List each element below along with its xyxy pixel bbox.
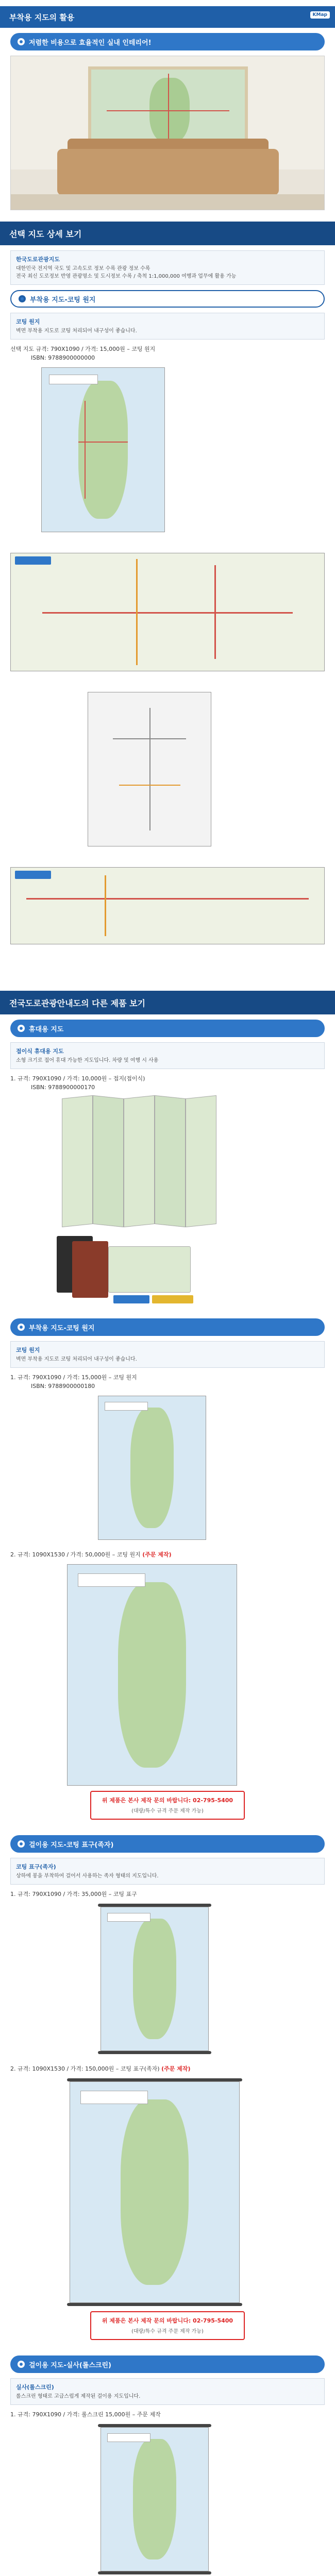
contact-subtext: (대량/특수 규격 주문 제작 가능) xyxy=(131,2329,204,2334)
bottom-rod xyxy=(98,2051,211,2054)
section-title: 선택 지도 상세 보기 xyxy=(9,229,82,239)
detail-pill xyxy=(10,290,325,308)
product-info-desc: 대한민국 전지역 국도 및 고속도로 정보 수록 관광 정보 수록 전국 최신 도로정보 반영 관광명소 및 도시정보 수록 / 축척 1:1,000,000 여행과 업무에 활용 가능 xyxy=(16,266,237,279)
fold-panel xyxy=(124,1095,155,1227)
product-info-title: 한국도로관광지도 xyxy=(16,256,60,263)
map-title-strip xyxy=(78,1573,145,1587)
rolled-spec-2 xyxy=(10,2064,325,2073)
zoom-label xyxy=(15,556,51,565)
screen-info-title: 실사(롤스크린) xyxy=(16,2384,54,2391)
rolled-spec-note-2: (주문 제작) xyxy=(161,2065,191,2072)
fold-panel xyxy=(155,1095,186,1227)
sofa xyxy=(57,149,279,195)
rolled-spec-line-1: 1. 규격: 790X1090 / 가격: 35,000원 – 코팅 표구 xyxy=(10,1891,137,1897)
portable-info-box xyxy=(10,1042,325,1069)
coated-info-title: 코팅 원지 xyxy=(16,318,40,325)
portable-info-desc: 소형 크기로 접어 휴대 가능한 지도입니다. 차량 및 여행 시 사용 xyxy=(16,1058,159,1063)
portable-pill xyxy=(10,1020,325,1037)
contact-subtext: (대량/특수 규격 주문 제작 가능) xyxy=(131,1808,204,1814)
detail-spec xyxy=(10,345,325,362)
zoom-detail-2 xyxy=(88,692,211,846)
road-line xyxy=(214,565,216,659)
usage-pill-text: 저렴한 비용으로 효율적인 실내 인테리어! xyxy=(29,39,152,47)
zoom-label xyxy=(15,871,51,879)
coated-info-desc: 벽면 부착용 지도로 코팅 처리되어 내구성이 좋습니다. xyxy=(16,328,137,334)
land-area xyxy=(133,1919,176,2039)
contact-text: 위 제품은 본사 제작 문의 바랍니다: 02-795-5400 xyxy=(102,2317,233,2324)
rolled-map-1 xyxy=(98,1904,211,2054)
brand-logo: KMap xyxy=(310,11,330,19)
interior-photo xyxy=(10,56,325,210)
map-title-strip xyxy=(107,2433,150,2442)
coated-spec-1 xyxy=(10,1373,325,1391)
fold-panel xyxy=(62,1095,93,1227)
land-area xyxy=(121,2099,188,2285)
coated-map-1 xyxy=(98,1396,206,1540)
section-banner-other xyxy=(0,991,335,1014)
screen-info-desc: 롤스크린 형태로 고급스럽게 제작된 걸이용 지도입니다. xyxy=(16,2394,141,2399)
land-area xyxy=(118,1582,186,1768)
road-line xyxy=(78,442,127,443)
bullet-icon xyxy=(19,295,26,302)
bullet-icon xyxy=(18,1025,25,1032)
map-title-strip xyxy=(105,1402,147,1411)
label-chip xyxy=(152,1295,193,1303)
road-line xyxy=(136,559,138,665)
cover-photo xyxy=(46,1231,335,1308)
coated-contact-box xyxy=(90,1791,245,1820)
road-line xyxy=(105,875,106,936)
folded-map-photo xyxy=(62,1097,227,1226)
screen-map-image xyxy=(100,2427,209,2571)
coated-spec-2 xyxy=(10,1550,325,1559)
coated-pill xyxy=(10,1318,325,1336)
coated-info-title: 코팅 원지 xyxy=(16,1347,40,1353)
screen-spec-1 xyxy=(10,2410,325,2419)
portable-spec xyxy=(10,1074,325,1092)
section-title: 부착용 지도의 활용 xyxy=(9,12,75,22)
floor xyxy=(11,194,324,210)
road-line xyxy=(149,708,150,831)
detail-pill-text: 부착용 지도-코팅 원지 xyxy=(30,296,96,304)
map-cover xyxy=(72,1241,108,1298)
contact-text: 위 제품은 본사 제작 문의 바랍니다: 02-795-5400 xyxy=(102,1797,233,1804)
rolled-contact-box xyxy=(90,2311,245,2340)
rolled-map-image xyxy=(70,2081,240,2303)
fold-panel xyxy=(186,1095,216,1227)
usage-pill xyxy=(10,33,325,50)
rolled-pill-text: 걸이용 지도-코팅 표구(족자) xyxy=(29,1841,114,1849)
screen-pill-text: 걸이용 지도-실사(롤스크린) xyxy=(29,2361,111,2369)
coated-info-desc: 벽면 부착용 지도로 코팅 처리되어 내구성이 좋습니다. xyxy=(16,1357,137,1362)
rolled-map-image xyxy=(100,1907,209,2051)
coated-spec-note-2: (주문 제작) xyxy=(142,1551,172,1558)
portable-info-title: 접이식 휴대용 지도 xyxy=(16,1048,64,1055)
portable-spec-line: 1. 규격: 790X1090 / 가격: 10,000원 – 접지(접이식) xyxy=(10,1075,145,1082)
screen-pill xyxy=(10,2355,325,2373)
rolled-map-2 xyxy=(67,2078,242,2306)
screen-info-box xyxy=(10,2378,325,2405)
land-area xyxy=(78,381,127,518)
rolled-spec-line-2: 2. 규격: 1090X1530 / 가격: 150,000원 – 코팅 표구(족자) xyxy=(10,2065,160,2072)
portable-isbn: ISBN: 9788900000170 xyxy=(31,1084,95,1091)
coated-isbn-1: ISBN: 9788900000180 xyxy=(31,1383,95,1389)
bullet-icon xyxy=(18,38,25,45)
portable-pill-text: 휴대용 지도 xyxy=(29,1025,64,1033)
road-line xyxy=(85,401,86,499)
zoom-detail-3 xyxy=(10,867,325,944)
fold-panel xyxy=(93,1095,124,1227)
section-title: 전국도로관광안내도의 다른 제품 보기 xyxy=(9,998,146,1008)
screen-map-1 xyxy=(98,2424,211,2574)
rolled-pill xyxy=(10,1835,325,1853)
coated-info-box-2 xyxy=(10,1341,325,1368)
map-cover xyxy=(108,1246,191,1293)
coated-map-2 xyxy=(67,1564,237,1786)
map-title-strip xyxy=(80,2091,148,2104)
map-title-strip xyxy=(49,375,98,384)
label-chip xyxy=(113,1295,149,1303)
detail-isbn: ISBN: 9788900000000 xyxy=(31,354,95,361)
coated-info-box xyxy=(10,313,325,340)
road-line xyxy=(119,785,180,786)
coated-spec-line-2: 2. 규격: 1090X1530 / 가격: 50,000원 – 코팅 원지 xyxy=(10,1551,141,1558)
rolled-info-desc: 상하에 봉을 부착하여 걸어서 사용하는 족자 형태의 지도입니다. xyxy=(16,1873,159,1879)
bullet-icon xyxy=(18,2361,25,2368)
full-map-thumbnail xyxy=(41,367,165,532)
product-info-box xyxy=(10,250,325,285)
detail-spec-line: 선택 지도 규격: 790X1090 / 가격: 15,000원 – 코팅 원지 xyxy=(10,346,156,352)
screen-spec-line-1: 1. 규격: 790X1090 / 가격: 롤스크린 15,000원 – 주문 제작 xyxy=(10,2411,161,2418)
map-title-strip xyxy=(107,1913,150,1922)
bullet-icon xyxy=(18,1324,25,1331)
land-area xyxy=(133,2439,176,2560)
rolled-info-box xyxy=(10,1858,325,1885)
bottom-rod xyxy=(67,2303,242,2306)
rolled-spec-1 xyxy=(10,1890,325,1899)
zoom-detail-1 xyxy=(10,553,325,671)
section-banner-usage xyxy=(0,6,335,28)
coated-spec-line-1: 1. 규격: 790X1090 / 가격: 15,000원 – 코팅 원지 xyxy=(10,1374,137,1381)
road-line xyxy=(42,612,293,614)
coated-pill-text: 부착용 지도-코팅 원지 xyxy=(29,1324,95,1332)
land-area xyxy=(130,1408,173,1528)
road-line xyxy=(26,898,308,900)
bottom-rod xyxy=(98,2571,211,2574)
section-banner-detail xyxy=(0,222,335,245)
bullet-icon xyxy=(18,1840,25,1848)
rolled-info-title: 코팅 표구(족자) xyxy=(16,1863,56,1870)
